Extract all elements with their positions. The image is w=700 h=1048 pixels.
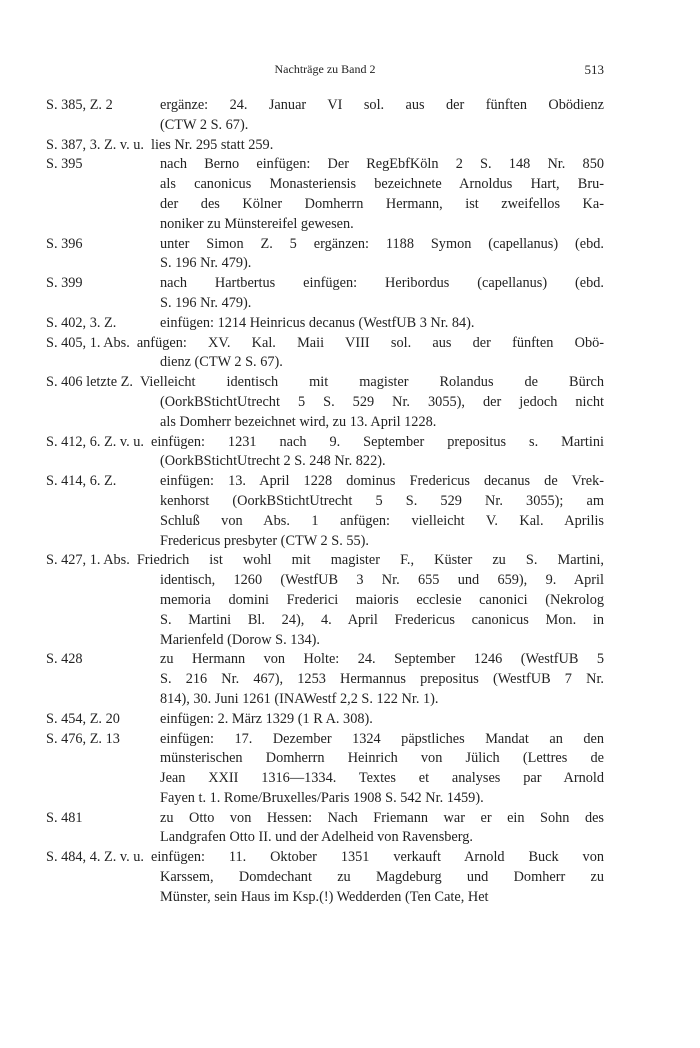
addendum-continuation-line xyxy=(46,215,604,235)
addendum-continuation-line xyxy=(46,353,604,373)
addendum-entry xyxy=(46,710,604,730)
addendum-reference: S. 406 letzte Z. xyxy=(46,374,133,391)
reference-indent xyxy=(46,591,160,611)
addendum-continuation-line xyxy=(46,591,604,611)
running-title: Nachträge zu Band 2 xyxy=(274,62,376,76)
reference-indent xyxy=(46,116,160,136)
addendum-first-line xyxy=(46,710,604,730)
addendum-text: nach Berno einfügen: Der RegEbfKöln 2 S. 148 Nr. 850 xyxy=(160,156,604,173)
addendum-reference: S. 385, Z. 2 xyxy=(46,97,113,113)
addendum-continuation-line xyxy=(46,116,604,136)
addendum-reference: S. 412, 6. Z. v. u. xyxy=(46,433,144,450)
addendum-text: als canonicus Monasteriensis bezeichnete Arnoldus Hart, Bru- xyxy=(160,176,604,193)
addendum-first-line xyxy=(46,155,604,175)
addendum-text: Münster, sein Haus im Ksp.(!) Wedderden (Ten Cate, Het xyxy=(160,888,489,905)
addendum-text: memoria domini Frederici maioris ecclesie canonici (Nekrolog xyxy=(160,591,604,608)
addendum-text: Marienfeld (Dorow S. 134). xyxy=(160,631,321,648)
reference-indent xyxy=(46,749,160,769)
addendum-entry xyxy=(46,96,604,136)
reference-indent xyxy=(46,789,160,809)
reference-indent xyxy=(46,353,160,373)
addendum-entry xyxy=(46,373,604,432)
reference-indent xyxy=(46,828,160,848)
addendum-reference: S. 454, Z. 20 xyxy=(46,710,120,727)
addendum-text: Landgrafen Otto II. und der Adelheid von Ravensberg. xyxy=(160,829,473,846)
addendum-entry xyxy=(46,848,604,907)
addendum-text: zu Hermann von Holte: 24. September 1246 (WestfUB 5 xyxy=(160,651,604,668)
addendum-reference: S. 395 xyxy=(46,156,83,173)
reference-indent xyxy=(46,413,160,433)
addendum-reference: S. 399 xyxy=(46,275,83,292)
addendum-continuation-line xyxy=(46,611,604,631)
addendum-first-line xyxy=(46,551,604,571)
addendum-reference: S. 402, 3. Z. xyxy=(46,314,117,331)
addendum-text: der des Kölner Domherrn Hermann, ist zweifellos Ka- xyxy=(160,195,604,212)
addendum-continuation-line xyxy=(46,413,604,433)
reference-indent xyxy=(46,670,160,690)
addendum-first-line xyxy=(46,136,604,156)
addendum-text: S. 196 Nr. 479). xyxy=(160,255,252,272)
reference-indent xyxy=(46,215,160,235)
reference-indent xyxy=(46,631,160,651)
addendum-text: noniker zu Münstereifel gewesen. xyxy=(160,215,354,232)
addendum-reference: S. 396 xyxy=(46,235,83,252)
addendum-reference: S. 427, 1. Abs. xyxy=(46,552,130,569)
addendum-text: ergänze: 24. Januar VI sol. aus der fünften Obödienz xyxy=(160,97,604,113)
addendum-reference: S. 428 xyxy=(46,651,83,668)
addendum-text: S. 216 Nr. 467), 1253 Hermannus prepositus (WestfUB 7 Nr. xyxy=(160,671,604,688)
addendum-first-line xyxy=(46,314,604,334)
reference-indent xyxy=(46,512,160,532)
addendum-continuation-line xyxy=(46,571,604,591)
addendum-text: anfügen: XV. Kal. Maii VIII sol. aus der fünften Obö- xyxy=(136,334,604,351)
addendum-text: S. 196 Nr. 479). xyxy=(160,294,252,311)
addendum-first-line xyxy=(46,848,604,868)
addendum-text: einfügen: 11. Oktober 1351 verkauft Arnold Buck von xyxy=(150,849,604,866)
addendum-entry xyxy=(46,433,604,473)
addenda-list xyxy=(46,96,604,908)
addendum-text: Fayen t. 1. Rome/Bruxelles/Paris 1908 S. 542 Nr. 1459). xyxy=(160,789,484,806)
addendum-text: Friedrich ist wohl mit magister F., Küster zu S. Martini, xyxy=(136,552,604,569)
addendum-text: einfügen: 1214 Heinricus decanus (WestfUB 3 Nr. 84). xyxy=(160,314,475,331)
addendum-continuation-line xyxy=(46,828,604,848)
addendum-first-line xyxy=(46,96,604,116)
addendum-entry xyxy=(46,155,604,234)
addendum-entry xyxy=(46,136,604,156)
addendum-entry xyxy=(46,334,604,374)
addendum-continuation-line xyxy=(46,195,604,215)
addendum-continuation-line xyxy=(46,789,604,809)
addendum-entry xyxy=(46,650,604,709)
addendum-continuation-line xyxy=(46,868,604,888)
addendum-entry xyxy=(46,314,604,334)
addendum-text: 814), 30. Juni 1261 (INAWestf 2,2 S. 122 Nr. 1). xyxy=(160,690,439,707)
addendum-continuation-line xyxy=(46,452,604,472)
addendum-text: Vielleicht identisch mit magister Rolandus de Bürch xyxy=(139,374,604,391)
addendum-text: nach Hartbertus einfügen: Heribordus (capellanus) (ebd. xyxy=(160,275,604,292)
addendum-text: einfügen: 13. April 1228 dominus Fredericus decanus de Vrek- xyxy=(160,473,604,490)
addendum-first-line xyxy=(46,373,604,393)
addendum-first-line xyxy=(46,433,604,453)
reference-indent xyxy=(46,393,160,413)
addendum-continuation-line xyxy=(46,769,604,789)
addendum-continuation-line xyxy=(46,532,604,552)
addendum-continuation-line xyxy=(46,254,604,274)
page-header xyxy=(46,62,604,82)
addendum-reference: S. 481 xyxy=(46,809,83,826)
addendum-entry xyxy=(46,274,604,314)
addendum-continuation-line xyxy=(46,690,604,710)
addendum-continuation-line xyxy=(46,492,604,512)
addendum-reference: S. 405, 1. Abs. xyxy=(46,334,130,351)
addendum-text: Fredericus presbyter (CTW 2 S. 55). xyxy=(160,532,369,549)
addendum-text: kenhorst (OorkBStichtUtrecht 5 S. 529 Nr. 3055); am xyxy=(160,492,604,509)
reference-indent xyxy=(46,254,160,274)
addendum-text: identisch, 1260 (WestfUB 3 Nr. 655 und 659), 9. April xyxy=(160,572,604,589)
addendum-text: münsterischen Domherrn Heinrich von Jülich (Lettres de xyxy=(160,750,604,767)
addendum-continuation-line xyxy=(46,512,604,532)
reference-indent xyxy=(46,690,160,710)
addendum-text: (OorkBStichtUtrecht 2 S. 248 Nr. 822). xyxy=(160,453,386,470)
addendum-continuation-line xyxy=(46,294,604,314)
addendum-first-line xyxy=(46,809,604,829)
reference-indent xyxy=(46,888,160,908)
addendum-reference: S. 476, Z. 13 xyxy=(46,730,120,747)
addendum-text: einfügen: 17. Dezember 1324 päpstliches Mandat an den xyxy=(160,730,604,747)
addendum-first-line xyxy=(46,274,604,294)
addendum-first-line xyxy=(46,472,604,492)
reference-indent xyxy=(46,175,160,195)
addendum-text: Jean XXII 1316—1334. Textes et analyses par Arnold xyxy=(160,770,604,787)
addendum-continuation-line xyxy=(46,749,604,769)
reference-indent xyxy=(46,452,160,472)
reference-indent xyxy=(46,611,160,631)
reference-indent xyxy=(46,571,160,591)
addendum-text: (CTW 2 S. 67). xyxy=(160,116,249,133)
page-number: 513 xyxy=(584,62,604,77)
addendum-text: einfügen: 1231 nach 9. September prepositus s. Martini xyxy=(150,433,604,450)
addendum-continuation-line xyxy=(46,631,604,651)
addendum-continuation-line xyxy=(46,175,604,195)
addendum-continuation-line xyxy=(46,888,604,908)
addendum-first-line xyxy=(46,334,604,354)
addendum-text: zu Otto von Hessen: Nach Friemann war er ein Sohn des xyxy=(160,809,604,826)
addendum-reference: S. 414, 6. Z. xyxy=(46,473,117,490)
addendum-text: Schluß von Abs. 1 anfügen: vielleicht V. Kal. Aprilis xyxy=(160,512,604,529)
addendum-entry xyxy=(46,809,604,849)
addendum-first-line xyxy=(46,730,604,750)
reference-indent xyxy=(46,769,160,789)
addendum-text: S. Martini Bl. 24), 4. April Fredericus canonicus Mon. in xyxy=(160,611,604,628)
addendum-entry xyxy=(46,730,604,809)
addendum-continuation-line xyxy=(46,393,604,413)
addendum-reference: S. 484, 4. Z. v. u. xyxy=(46,849,144,866)
reference-indent xyxy=(46,294,160,314)
addendum-entry xyxy=(46,235,604,275)
addendum-text: lies Nr. 295 statt 259. xyxy=(150,136,274,153)
addendum-text: (OorkBStichtUtrecht 5 S. 529 Nr. 3055), der jedoch nicht xyxy=(160,393,604,410)
addendum-first-line xyxy=(46,235,604,255)
reference-indent xyxy=(46,195,160,215)
addendum-text: unter Simon Z. 5 ergänzen: 1188 Symon (capellanus) (ebd. xyxy=(160,235,604,252)
addendum-text: als Domherr bezeichnet wird, zu 13. April 1228. xyxy=(160,413,437,430)
reference-indent xyxy=(46,492,160,512)
reference-indent xyxy=(46,532,160,552)
addendum-text: dienz (CTW 2 S. 67). xyxy=(160,354,283,371)
reference-indent xyxy=(46,868,160,888)
addendum-text: einfügen: 2. März 1329 (1 R A. 308). xyxy=(160,710,373,727)
addendum-first-line xyxy=(46,650,604,670)
addendum-entry xyxy=(46,551,604,650)
addendum-continuation-line xyxy=(46,670,604,690)
addendum-reference: S. 387, 3. Z. v. u. xyxy=(46,136,144,153)
addendum-entry xyxy=(46,472,604,551)
addendum-text: Karssem, Domdechant zu Magdeburg und Domherr zu xyxy=(160,869,604,886)
